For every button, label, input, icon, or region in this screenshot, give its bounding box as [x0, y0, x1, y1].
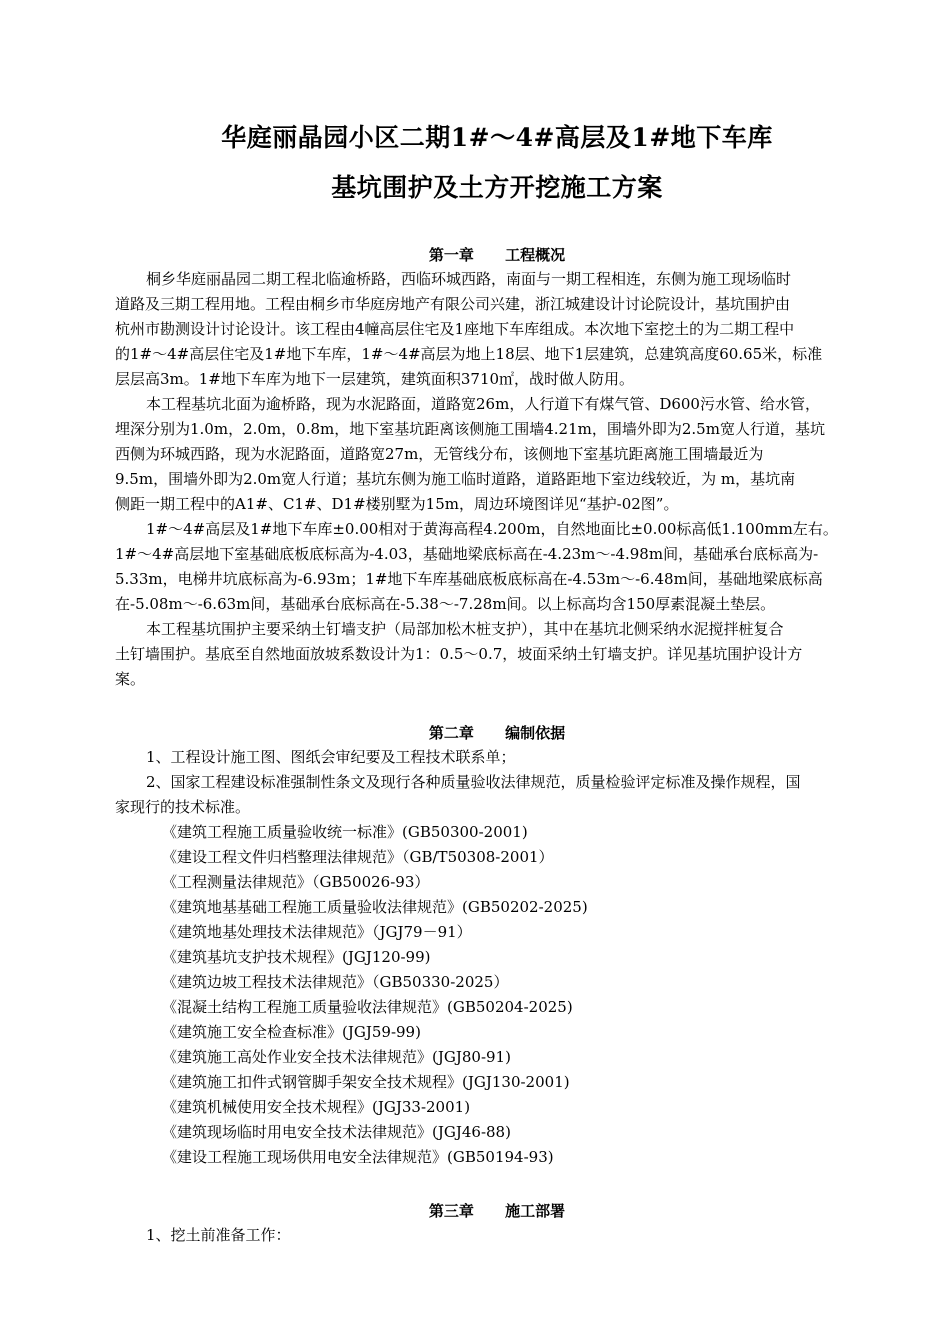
chapter-1-paragraph-line: 9.5m，围墙外即为2.0m宽人行道；基坑东侧为施工临时道路，道路距地下室边线较近，为 m，基坑南 — [115, 470, 796, 488]
reference-item: 《工程测量法律规范》（GB50026-93） — [162, 873, 430, 891]
reference-item: 《建筑现场临时用电安全技术法律规范》(JGJ46-88) — [162, 1123, 511, 1141]
chapter-2-paragraph-line: 1、工程设计施工图、图纸会审纪要及工程技术联系单； — [146, 748, 516, 766]
reference-item: 《建筑基坑支护技术规程》(JGJ120-99) — [162, 948, 431, 966]
reference-item: 《建筑边坡工程技术法律规范》（GB50330-2025） — [162, 973, 509, 991]
reference-item: 《建设工程施工现场供用电安全法律规范》(GB50194-93) — [162, 1148, 554, 1166]
reference-item: 《建筑施工安全检查标准》(JGJ59-99) — [162, 1023, 421, 1041]
chapter-1-paragraph-line: 5.33m，电梯井坑底标高为-6.93m；1#地下车库基础底板底标高在-4.53m～-6.48m间，基础地梁底标高 — [115, 570, 823, 588]
reference-item: 《建筑地基处理技术法律规范》（JGJ79－91） — [162, 923, 472, 941]
chapter-2-paragraph-line: 2、国家工程建设标准强制性条文及现行各种质量验收法律规范，质量检验评定标准及操作规程，国 — [146, 773, 801, 791]
reference-item: 《建筑施工扣件式钢管脚手架安全技术规程》(JGJ130-2001) — [162, 1073, 570, 1091]
chapter-1-paragraph-line: 案。 — [115, 670, 146, 688]
reference-item: 《建筑地基基础工程施工质量验收法律规范》(GB50202-2025) — [162, 898, 588, 916]
chapter-1-heading: 第一章 工程概况 — [428, 246, 566, 264]
reference-item: 《建设工程文件归档整理法律规范》（GB/T50308-2001） — [162, 848, 554, 866]
chapter-3-paragraph-line: 1、挖土前准备工作： — [146, 1226, 291, 1244]
chapter-2-heading: 第二章 编制依据 — [428, 724, 566, 742]
reference-item: 《建筑施工高处作业安全技术法律规范》(JGJ80-91) — [162, 1048, 511, 1066]
chapter-1-paragraph-line: 的1#～4#高层住宅及1#地下车库，1#～4#高层为地上18层、地下1层建筑，总建筑高度60.65米，标准 — [115, 345, 823, 363]
chapter-1-paragraph-line: 本工程基坑北面为逾桥路，现为水泥路面，道路宽26m，人行道下有煤气管、D600污水管、给水管， — [146, 395, 820, 413]
chapter-1-paragraph-line: 1#～4#高层及1#地下车库±0.00相对于黄海高程4.200m，自然地面比±0.00标高低1.100mm左右。 — [146, 520, 838, 538]
reference-item: 《建筑工程施工质量验收统一标准》(GB50300-2001) — [162, 823, 528, 841]
chapter-1-paragraph-line: 在-5.08m～-6.63m间，基础承台底标高在-5.38～-7.28m间。以上标高均含150厚素混凝土垫层。 — [115, 595, 776, 613]
chapter-1-paragraph-line: 杭州市勘测设计讨论设计。该工程由4幢高层住宅及1座地下车库组成。本次地下室挖土的为二期工程中 — [115, 320, 795, 338]
chapter-1-paragraph-line: 道路及三期工程用地。工程由桐乡市华庭房地产有限公司兴建，浙江城建设计讨论院设计，基坑围护由 — [115, 295, 791, 313]
chapter-1-paragraph-line: 1#～4#高层地下室基础底板底标高为-4.03，基础地梁底标高在-4.23m～-4.98m间，基础承台底标高为- — [115, 545, 819, 563]
chapter-1-paragraph-line: 埋深分别为1.0m，2.0m，0.8m，地下室基坑距离该侧施工围墙4.21m，围墙外即为2.5m宽人行道，基坑 — [115, 420, 825, 438]
reference-item: 《建筑机械使用安全技术规程》(JGJ33-2001) — [162, 1098, 471, 1116]
chapter-1-paragraph-line: 层层高3m。1#地下车库为地下一层建筑，建筑面积3710㎡，战时做人防用。 — [115, 370, 635, 388]
chapter-1-paragraph-line: 本工程基坑围护主要采纳土钉墙支护（局部加松木桩支护），其中在基坑北侧采纳水泥搅拌桩复合 — [146, 620, 784, 638]
document-title-line-2: 基坑围护及土方开挖施工方案 — [331, 173, 663, 202]
reference-item: 《混凝土结构工程施工质量验收法律规范》(GB50204-2025) — [162, 998, 573, 1016]
chapter-1-paragraph-line: 土钉墙围护。基底至自然地面放坡系数设计为1：0.5～0.7，坡面采纳土钉墙支护。详见基坑围护设计方 — [115, 645, 803, 663]
chapter-1-paragraph-line: 桐乡华庭丽晶园二期工程北临逾桥路，西临环城西路，南面与一期工程相连，东侧为施工现场临时 — [146, 270, 792, 288]
chapter-1-paragraph-line: 侧距一期工程中的A1#、C1#、D1#楼别墅为15m，周边环境图详见“基护-02图”。 — [115, 495, 679, 513]
chapter-2-paragraph-line: 家现行的技术标准。 — [115, 798, 251, 816]
chapter-3-heading: 第三章 施工部署 — [428, 1202, 566, 1220]
document-title-line-1: 华庭丽晶园小区二期1#～4#高层及1#地下车库 — [221, 123, 773, 152]
chapter-1-paragraph-line: 西侧为环城西路，现为水泥路面，道路宽27m，无管线分布，该侧地下室基坑距离施工围墙最近为 — [115, 445, 764, 463]
